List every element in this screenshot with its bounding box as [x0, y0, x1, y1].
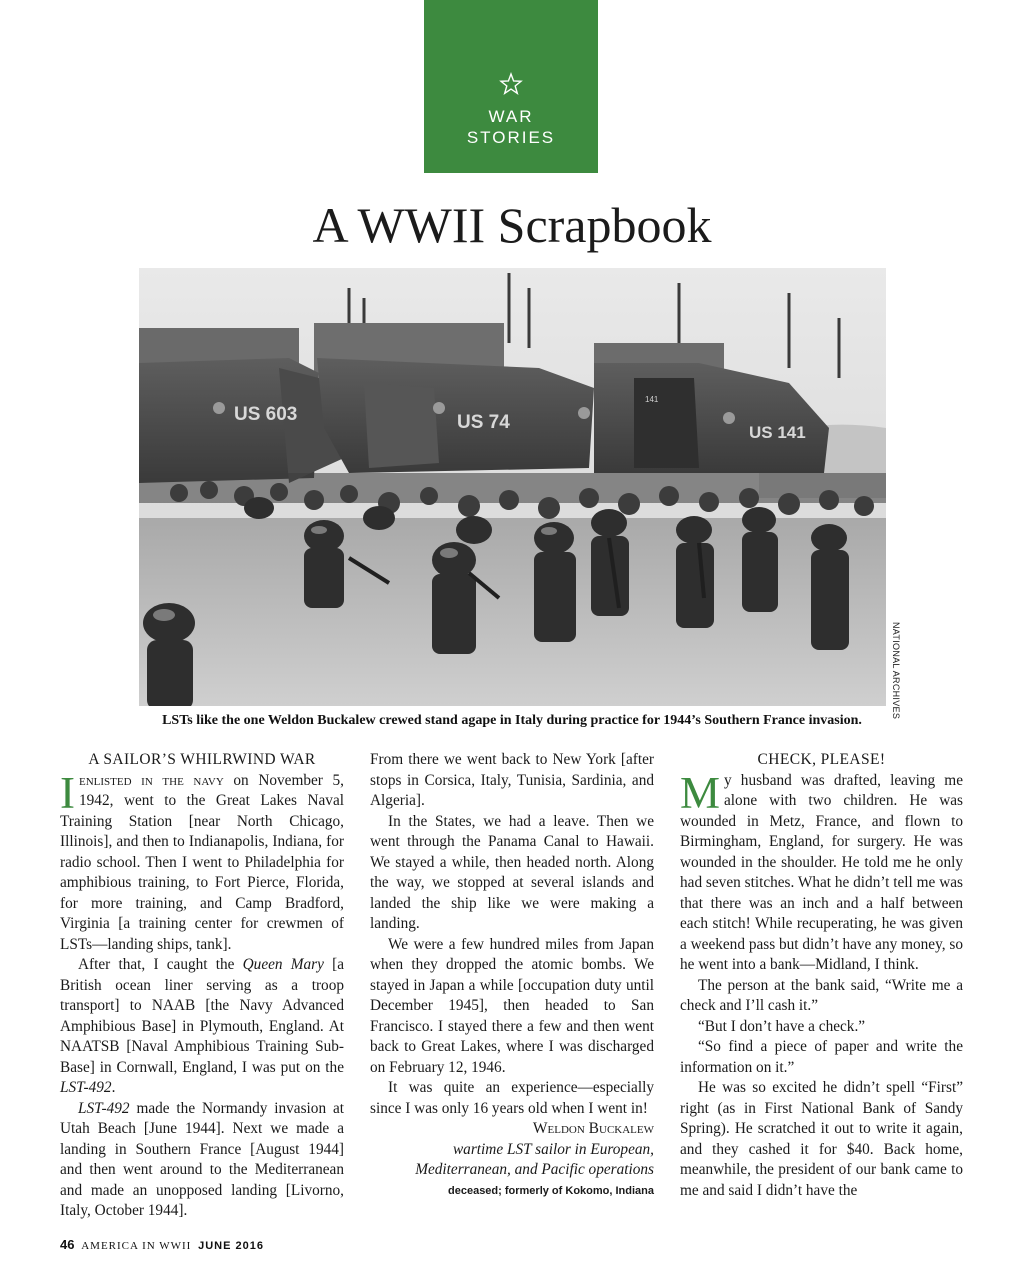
- column-3: [680, 750, 963, 1201]
- photo-credit-text: NATIONAL ARCHIVES: [891, 622, 901, 720]
- ship-name: LST-492: [78, 1099, 130, 1117]
- story-heading: A SAILOR’S WHILRWIND WAR: [88, 751, 316, 768]
- banner-line-1: WAR: [488, 107, 534, 126]
- hull-number-3: US 141: [749, 423, 806, 442]
- magazine-name: AMERICA IN WWII: [81, 1240, 192, 1252]
- story-heading: CHECK, PLEASE!: [757, 751, 886, 768]
- story-paragraph: He was so excited he didn’t spell “First” right (as in First National Bank of Sandy Spring). He scratched it out to write it again, and they cashed it for $40. Back home, meanwhile, the president of our bank came to me and said I didn’t have the: [680, 1079, 963, 1199]
- story-paragraph: From there we went back to New York [after stops in Corsica, Italy, Tunisia, Sardinia, and Algeria].: [370, 751, 654, 809]
- story-paragraph: After that, I caught the Queen Mary [a British ocean liner serving as a troop transport] to NAAB [the Navy Advanced Amphibious Base] in Plymouth, England. At NAATSB [Naval Amphibious Training Sub-Base] in Cornwall, England, I was put on the LST-492.: [60, 956, 344, 1096]
- signature-role: wartime LST sailor in European,: [452, 1140, 654, 1158]
- column-1: [60, 750, 344, 1222]
- hull-number-1: US 603: [234, 404, 298, 425]
- drop-cap: I: [60, 767, 75, 818]
- page-footer: [60, 1237, 264, 1252]
- photo-credit: [888, 622, 904, 720]
- page-number: 46: [60, 1237, 75, 1252]
- story-paragraph: My husband was drafted, leaving me alone with two children. He was wounded in Metz, France, and flown to Birmingham, England, for surgery. He was wounded in the shoulder. He told me he only had seven stitches. What he didn’t tell me was that there was an inch and a half between each stitch! While recuperating, he was given a weekend pass but didn’t have any money, so he went into a bank—Midland, I think.: [680, 767, 963, 973]
- story-paragraph: LST-492 made the Normandy invasion at Utah Beach [June 1944]. Next we made a landing in Southern France [August 1944] and then went around to the Mediterranean and made an unopposed landing [Livorno, Italy, October 1944].: [60, 1099, 344, 1219]
- story-paragraph: “But I don’t have a check.”: [698, 1017, 866, 1035]
- story-paragraph: It was quite an experience—especially since I was only 16 years old when I went in!: [370, 1079, 654, 1117]
- story-paragraph: In the States, we had a leave. Then we went through the Panama Canal to Hawaii. We stayed a while, then headed north. Along the way, we stopped at several islands and landed the ship like we were making a landing.: [370, 812, 654, 932]
- hull-number-2: US 74: [457, 412, 510, 433]
- signature-name: Weldon Buckalew: [532, 1120, 654, 1137]
- lead-in: enlisted in the navy: [79, 771, 224, 789]
- column-2: [370, 750, 654, 1201]
- issue-date: JUNE 2016: [198, 1240, 264, 1252]
- story-paragraph: We were a few hundred miles from Japan when they dropped the atomic bombs. We stayed in Japan a while [occupation duty until December 1945], then headed to San Francisco. I stayed there a few and then went back to Great Lakes, where I was discharged on February 12, 1946.: [370, 935, 654, 1076]
- ship-name: Queen Mary: [242, 956, 324, 973]
- story-paragraph: Ienlisted in the navy on November 5, 1942, went to the Great Lakes Naval Training Station [near North Chicago, Illinois], and then to Indianapolis, Indiana, for radio school. Then I went to Philadelphia for amphibious training, to Fort Pierce, Florida, for more training, and Camp Bradford, Virginia [a training center for crewmen of LSTs—landing ships, tank].: [60, 767, 344, 953]
- section-banner: [424, 0, 598, 173]
- signature-role: Mediterranean, and Pacific operations: [415, 1161, 654, 1178]
- photo-caption: LSTs like the one Weldon Buckalew crewed stand agape in Italy during practice for 1944’s Southern France invasion.: [162, 713, 862, 728]
- hull-number-3-bow: 141: [645, 395, 659, 404]
- star-icon: [424, 72, 598, 96]
- ship-name: LST-492: [60, 1079, 112, 1096]
- drop-cap: M: [680, 767, 721, 818]
- story-paragraph: “So find a piece of paper and write the information on it.”: [680, 1038, 963, 1076]
- page-title: A WWII Scrapbook: [312, 197, 712, 253]
- story-paragraph: The person at the bank said, “Write me a check and I’ll cash it.”: [680, 976, 963, 1014]
- banner-line-2: STORIES: [466, 128, 556, 147]
- signature-note: deceased; formerly of Kokomo, Indiana: [448, 1184, 654, 1197]
- lst-photo: [139, 268, 886, 706]
